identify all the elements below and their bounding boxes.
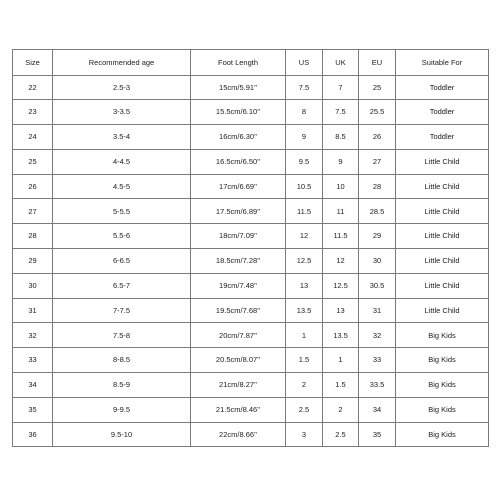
- size-cell: 30: [13, 273, 53, 298]
- table-row: [13, 199, 489, 224]
- us-cell: 13: [286, 273, 323, 298]
- header-uk: UK: [323, 50, 359, 76]
- recommended-age-cell: 6.5-7: [53, 273, 191, 298]
- suitable-for-cell: Little Child: [396, 273, 489, 298]
- header-eu: EU: [359, 50, 396, 76]
- eu-cell: 35: [359, 422, 396, 447]
- us-cell: 13.5: [286, 298, 323, 323]
- header-size: Size: [13, 50, 53, 76]
- us-cell: 10.5: [286, 174, 323, 199]
- recommended-age-cell: 4.5-5: [53, 174, 191, 199]
- eu-cell: 27: [359, 149, 396, 174]
- size-cell: 25: [13, 149, 53, 174]
- recommended-age-cell: 2.5-3: [53, 75, 191, 100]
- suitable-for-cell: Toddler: [396, 100, 489, 125]
- uk-cell: 11.5: [323, 224, 359, 249]
- us-cell: 11.5: [286, 199, 323, 224]
- header-foot-length: Foot Length: [191, 50, 286, 76]
- suitable-for-cell: Big Kids: [396, 323, 489, 348]
- suitable-for-cell: Little Child: [396, 249, 489, 274]
- foot-length-cell: 18.5cm/7.28'': [191, 249, 286, 274]
- table-row: [13, 397, 489, 422]
- table-row: [13, 298, 489, 323]
- size-cell: 22: [13, 75, 53, 100]
- eu-cell: 32: [359, 323, 396, 348]
- recommended-age-cell: 3.5-4: [53, 125, 191, 150]
- uk-cell: 2: [323, 397, 359, 422]
- eu-cell: 28.5: [359, 199, 396, 224]
- table-row: [13, 224, 489, 249]
- us-cell: 12: [286, 224, 323, 249]
- size-cell: 36: [13, 422, 53, 447]
- suitable-for-cell: Little Child: [396, 149, 489, 174]
- suitable-for-cell: Little Child: [396, 174, 489, 199]
- foot-length-cell: 21.5cm/8.46'': [191, 397, 286, 422]
- uk-cell: 11: [323, 199, 359, 224]
- table-row: [13, 422, 489, 447]
- eu-cell: 25: [359, 75, 396, 100]
- foot-length-cell: 22cm/8.66'': [191, 422, 286, 447]
- suitable-for-cell: Little Child: [396, 199, 489, 224]
- size-cell: 33: [13, 348, 53, 373]
- table-row: [13, 100, 489, 125]
- foot-length-cell: 18cm/7.09'': [191, 224, 286, 249]
- us-cell: 2: [286, 373, 323, 398]
- table-body: [13, 75, 489, 447]
- us-cell: 2.5: [286, 397, 323, 422]
- uk-cell: 8.5: [323, 125, 359, 150]
- suitable-for-cell: Big Kids: [396, 397, 489, 422]
- size-cell: 26: [13, 174, 53, 199]
- table-row: [13, 174, 489, 199]
- uk-cell: 9: [323, 149, 359, 174]
- recommended-age-cell: 7-7.5: [53, 298, 191, 323]
- foot-length-cell: 20.5cm/8.07'': [191, 348, 286, 373]
- us-cell: 3: [286, 422, 323, 447]
- header-row: [13, 50, 489, 76]
- recommended-age-cell: 9.5-10: [53, 422, 191, 447]
- recommended-age-cell: 9-9.5: [53, 397, 191, 422]
- uk-cell: 12: [323, 249, 359, 274]
- uk-cell: 1.5: [323, 373, 359, 398]
- size-cell: 24: [13, 125, 53, 150]
- uk-cell: 10: [323, 174, 359, 199]
- recommended-age-cell: 8.5-9: [53, 373, 191, 398]
- recommended-age-cell: 4-4.5: [53, 149, 191, 174]
- us-cell: 9: [286, 125, 323, 150]
- size-cell: 32: [13, 323, 53, 348]
- size-cell: 28: [13, 224, 53, 249]
- table-row: [13, 323, 489, 348]
- foot-length-cell: 17cm/6.69'': [191, 174, 286, 199]
- size-cell: 34: [13, 373, 53, 398]
- suitable-for-cell: Big Kids: [396, 422, 489, 447]
- recommended-age-cell: 3-3.5: [53, 100, 191, 125]
- uk-cell: 12.5: [323, 273, 359, 298]
- eu-cell: 33: [359, 348, 396, 373]
- table-row: [13, 273, 489, 298]
- table-row: [13, 348, 489, 373]
- eu-cell: 25.5: [359, 100, 396, 125]
- eu-cell: 26: [359, 125, 396, 150]
- eu-cell: 29: [359, 224, 396, 249]
- suitable-for-cell: Toddler: [396, 75, 489, 100]
- foot-length-cell: 17.5cm/6.89'': [191, 199, 286, 224]
- suitable-for-cell: Big Kids: [396, 348, 489, 373]
- table-row: [13, 249, 489, 274]
- suitable-for-cell: Little Child: [396, 298, 489, 323]
- table-row: [13, 75, 489, 100]
- foot-length-cell: 20cm/7.87'': [191, 323, 286, 348]
- eu-cell: 28: [359, 174, 396, 199]
- us-cell: 9.5: [286, 149, 323, 174]
- recommended-age-cell: 8-8.5: [53, 348, 191, 373]
- us-cell: 1: [286, 323, 323, 348]
- foot-length-cell: 19cm/7.48'': [191, 273, 286, 298]
- header-suitable-for: Suitable For: [396, 50, 489, 76]
- uk-cell: 7: [323, 75, 359, 100]
- recommended-age-cell: 7.5-8: [53, 323, 191, 348]
- recommended-age-cell: 5.5-6: [53, 224, 191, 249]
- foot-length-cell: 16.5cm/6.50'': [191, 149, 286, 174]
- us-cell: 1.5: [286, 348, 323, 373]
- foot-length-cell: 16cm/6.30'': [191, 125, 286, 150]
- foot-length-cell: 19.5cm/7.68'': [191, 298, 286, 323]
- us-cell: 7.5: [286, 75, 323, 100]
- suitable-for-cell: Little Child: [396, 224, 489, 249]
- eu-cell: 31: [359, 298, 396, 323]
- uk-cell: 2.5: [323, 422, 359, 447]
- uk-cell: 7.5: [323, 100, 359, 125]
- eu-cell: 33.5: [359, 373, 396, 398]
- uk-cell: 1: [323, 348, 359, 373]
- table-row: [13, 149, 489, 174]
- eu-cell: 34: [359, 397, 396, 422]
- foot-length-cell: 15cm/5.91'': [191, 75, 286, 100]
- recommended-age-cell: 6-6.5: [53, 249, 191, 274]
- header-recommended-age: Recommended age: [53, 50, 191, 76]
- us-cell: 12.5: [286, 249, 323, 274]
- size-cell: 35: [13, 397, 53, 422]
- foot-length-cell: 15.5cm/6.10'': [191, 100, 286, 125]
- uk-cell: 13.5: [323, 323, 359, 348]
- suitable-for-cell: Big Kids: [396, 373, 489, 398]
- suitable-for-cell: Toddler: [396, 125, 489, 150]
- us-cell: 8: [286, 100, 323, 125]
- recommended-age-cell: 5-5.5: [53, 199, 191, 224]
- size-cell: 23: [13, 100, 53, 125]
- eu-cell: 30.5: [359, 273, 396, 298]
- uk-cell: 13: [323, 298, 359, 323]
- size-cell: 31: [13, 298, 53, 323]
- foot-length-cell: 21cm/8.27'': [191, 373, 286, 398]
- size-cell: 27: [13, 199, 53, 224]
- table-header: [13, 50, 489, 76]
- table-row: [13, 125, 489, 150]
- size-chart-table: [12, 49, 489, 447]
- header-us: US: [286, 50, 323, 76]
- size-cell: 29: [13, 249, 53, 274]
- table-row: [13, 373, 489, 398]
- eu-cell: 30: [359, 249, 396, 274]
